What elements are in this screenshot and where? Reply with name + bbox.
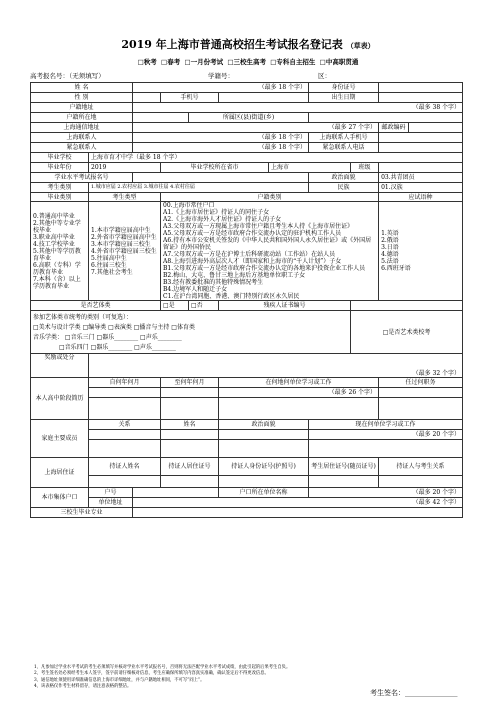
res-reg-label: 考生居住证号(随员证号) (309, 458, 379, 476)
third-school-label: 三校生毕业专业 (31, 508, 133, 518)
name-label: 姓 名 (31, 83, 133, 93)
third-school-field[interactable] (133, 508, 463, 518)
resume-cell[interactable] (379, 398, 463, 420)
note-1: 1、凡参加过学业水平考试的考生必须填写并核对学业水平考试报名号，否则将无法匹配学业水平考试成绩，由此引起的后果考生自负。 (34, 665, 291, 670)
residence-cell[interactable] (161, 476, 219, 488)
residence-label: 上海居住证 (31, 458, 89, 488)
household-label: 户号 (89, 488, 133, 498)
mail-addr-field[interactable]: （最多 27 个字） (133, 123, 379, 133)
collective-label: 本市集体户口 (31, 488, 89, 508)
arts-no[interactable]: □否 (189, 301, 219, 311)
exam-category-options[interactable]: □秋考 □春考 □一月份考试 □三校生高考 □专科自主招生 □中高职贯通 (137, 58, 359, 66)
resume-from: 自何年何月 (89, 378, 161, 388)
contact-field[interactable]: （最多 18 个字） (133, 133, 309, 143)
disabled-cert-field[interactable] (351, 301, 463, 311)
holder-addr-label: 持证人居住证号 (161, 458, 219, 476)
resume-cell[interactable] (379, 388, 463, 398)
note-2: 2、考生签名处必须经考生本人签字，签字前请仔细核对信息，考生应确保所填写内容真实准确，确认签定后不得更改信息。 (34, 671, 269, 677)
arts-school-exam[interactable]: □是否艺术类校考 (351, 311, 463, 354)
family-cell[interactable] (89, 440, 161, 458)
family-label: 家庭主要成员 (31, 420, 89, 458)
contact-mobile-field[interactable] (379, 133, 463, 143)
contact-label: 上海联系人 (31, 133, 133, 143)
residence-cell[interactable] (89, 476, 161, 488)
unit-addr-field[interactable]: （最多 42 个字） (133, 498, 463, 508)
family-cell[interactable] (89, 430, 161, 440)
emergency-label: 紧急联系人 (31, 143, 133, 153)
unit-addr-label: 单位地址 (89, 498, 133, 508)
arts-subjects-list[interactable]: □美术与设计学类 □编导类 □表演类 □播音与主持 □体育类 (33, 324, 195, 331)
residence-cell[interactable] (309, 476, 379, 488)
family-politics: 政治面貌 (219, 420, 309, 430)
ethnicity-label: 民族 (309, 183, 379, 193)
name-field[interactable]: （最多 18 个字） (133, 83, 309, 93)
hukou-type-options[interactable]: 00.上海市常住户口 A1.《上海市居住证》持证人的同住子女 A2.《上海市海外人才居住证》持证人的子女 A3.父母双方或一方现属上海市常住户籍且考生本人持《上海市居住证》 A5.父母双方或一方是经市政府合作交流办认定的驻沪机构工作人员 A6.持有本市公安机关签发的《中华人民共和国外国人永久居住证》或《外国居留证》的外国侨民 A7.父母双方或一方是在沪博士后科研流动站（工作站）在站人员 A8.上海引进海外高层次人才（即国家和上海市的“千人计划”）子女 B1.父母双方或一方是经市政府合作交流办认定的各地来沪投资企业工作人员 B2.梅山、大屯、鲁甘三地上海后方基地单位职工子女 B3.经有教委批准的其他特殊情况考生 B4.边境军人和随迁子女 C1.在沪台湾同胞、香港、澳门特别行政区永久居民 (161, 202, 379, 301)
id-label: 身份证号 (309, 83, 379, 93)
arts-subjects-title: 参加艺体类市统考的类别（可复选）： (33, 314, 133, 321)
notes (34, 665, 464, 690)
family-work-field[interactable]: （最多 20 个字） (309, 430, 463, 440)
resume-cell[interactable] (161, 388, 219, 398)
resume-where-field[interactable]: （最多 26 个字） (219, 388, 379, 398)
awards-label: 奖励或处分 (31, 354, 89, 378)
contact-mobile-label: 上海联系人手机号 (309, 133, 379, 143)
form-title: 2019 年上海市普通高校招生考试报名登记表 （草表） (121, 38, 375, 51)
emergency-phone-field[interactable] (379, 143, 463, 153)
grad-type-label: 毕业类别 (31, 193, 89, 202)
hukou-addr-field[interactable]: （最多 38 个字） (133, 103, 463, 113)
gender-field[interactable] (133, 93, 161, 103)
resume-role: 任过何职务 (379, 378, 463, 388)
holder-id-label: 持证人身份证号(护照号) (219, 458, 309, 476)
grad-year-field[interactable]: 2019 (89, 163, 161, 173)
hukou-place-field[interactable] (133, 113, 189, 123)
family-cell[interactable] (219, 430, 309, 440)
mail-addr-label: 上海通信地址 (31, 123, 133, 133)
resume-cell[interactable] (161, 398, 219, 420)
postcode-field[interactable] (409, 123, 463, 133)
hukou-addr-label: 户籍地址 (31, 103, 133, 113)
school-field[interactable]: 上海市育才中学（最多 18 个字） (89, 153, 463, 163)
mobile-field[interactable] (219, 93, 309, 103)
student-type-label: 考生类型 (89, 193, 161, 202)
resume-to: 至何年何月 (161, 378, 219, 388)
level-no-field[interactable] (133, 173, 309, 183)
resume-cell[interactable] (89, 388, 161, 398)
hh-unit-field[interactable]: （最多 20 个字） (309, 488, 463, 498)
family-relation: 关系 (89, 420, 161, 430)
level-no-label: 学业水平考试报名号 (31, 173, 133, 183)
residence-cell[interactable] (219, 476, 309, 488)
emergency-field[interactable]: （最多 18 个字） (133, 143, 309, 153)
class-label: 班级 (351, 163, 379, 173)
politics-field[interactable]: 03.共青团员 (379, 173, 463, 183)
residence-cell[interactable] (379, 476, 463, 488)
student-type-options[interactable]: 1.本市学籍应届高中生 2.外省市学籍应届高中生 3.本市学籍应届三校生 4.外省市学籍应届三校生 5.往届高中生 6.往届三校生 7.其他社会考生 (89, 202, 161, 301)
registration-table (30, 82, 463, 518)
class-field[interactable] (379, 163, 463, 173)
grad-type-options[interactable]: 0.普通高中毕业 2.其他中等专业学校毕业 3.职业高中毕业 4.技工学校毕业 5.其他中等学历教育毕业 6.高职（专科）学历教育毕业 7.本科（含）以上学历教育毕业 (31, 202, 89, 301)
ethnicity-field[interactable]: 01.汉族 (379, 183, 463, 193)
arts-yes[interactable]: □是 (161, 301, 189, 311)
resume-label: 本人高中阶段简历 (31, 378, 89, 420)
mobile-label: 手机号 (161, 93, 219, 103)
arts-subjects-block[interactable] (31, 311, 351, 354)
school-province-label: 毕业学校所在省市 (161, 163, 269, 173)
holder-rel-label: 持证人与考生关系 (379, 458, 463, 476)
district-label: 区： (318, 72, 331, 80)
household-field[interactable] (133, 488, 219, 498)
foreign-lang-options[interactable]: 1.英语 2.俄语 3.日语 4.德语 5.法语 6.西班牙语 (379, 202, 463, 301)
note-3: 3、通信地址须使用详细准确信息的上海市详细地址，并与户籍地址相同，不可写“同上”。 (34, 677, 205, 683)
note-4: 4、该表格仅作考生材料留存，请注意表格的整洁。 (34, 683, 132, 689)
family-work: 现在何单位学习或工作 (309, 420, 463, 430)
politics-label: 政治面貌 (309, 173, 379, 183)
family-cell[interactable] (219, 440, 309, 458)
birthdate-field[interactable] (379, 93, 463, 103)
disabled-cert-label: 残疾人证书编号 (219, 301, 351, 311)
hukou-district-field[interactable] (309, 113, 463, 123)
hh-unit-label: 户口所在单位名称 (219, 488, 309, 498)
music-line-2[interactable]: □音乐四门 □器乐________ □声乐________ (59, 344, 176, 351)
holder-name-label: 持证人姓名 (89, 458, 161, 476)
family-cell[interactable] (309, 440, 463, 458)
family-cell[interactable] (161, 440, 219, 458)
school-province-field[interactable]: 上海市 (269, 163, 351, 173)
birthdate-label: 出生日期 (309, 93, 379, 103)
arts-label: 是否艺体类 (31, 301, 161, 311)
hukou-district-label: 所属区(县)街道(乡) (189, 113, 309, 123)
resume-cell[interactable] (219, 398, 379, 420)
foreign-lang-label: 应试语种 (379, 193, 463, 202)
family-cell[interactable] (161, 430, 219, 440)
postcode-label: 邮政编码 (379, 123, 409, 133)
exam-type-options[interactable]: 1.城市应届 2.农村应届 3.城市往届 4.农村往届 (89, 183, 309, 193)
id-field[interactable] (379, 83, 463, 93)
awards-field[interactable]: （最多 32 个字） (89, 354, 463, 378)
resume-where: 在何地何单位学习或工作 (219, 378, 379, 388)
resume-cell[interactable] (89, 398, 161, 420)
school-label: 毕业学校 (31, 153, 89, 163)
student-no-label: 学籍号： (208, 72, 234, 80)
signature-label: 考生签名：_______________ (370, 689, 458, 697)
gender-label: 性 别 (31, 93, 133, 103)
grad-year-label: 毕业年份 (31, 163, 89, 173)
music-line-1[interactable]: 音乐学类： □音乐三门 □器乐________ □声乐________ (33, 334, 182, 341)
emergency-phone-label: 紧急联系人电话 (309, 143, 379, 153)
family-name: 姓名 (161, 420, 219, 430)
exam-no-label: 高考报名号：（无须填写） (30, 72, 105, 80)
hukou-place-label: 户籍所在地 (31, 113, 133, 123)
exam-type-label: 考生类别 (31, 183, 89, 193)
hukou-type-label: 户籍类别 (161, 193, 379, 202)
